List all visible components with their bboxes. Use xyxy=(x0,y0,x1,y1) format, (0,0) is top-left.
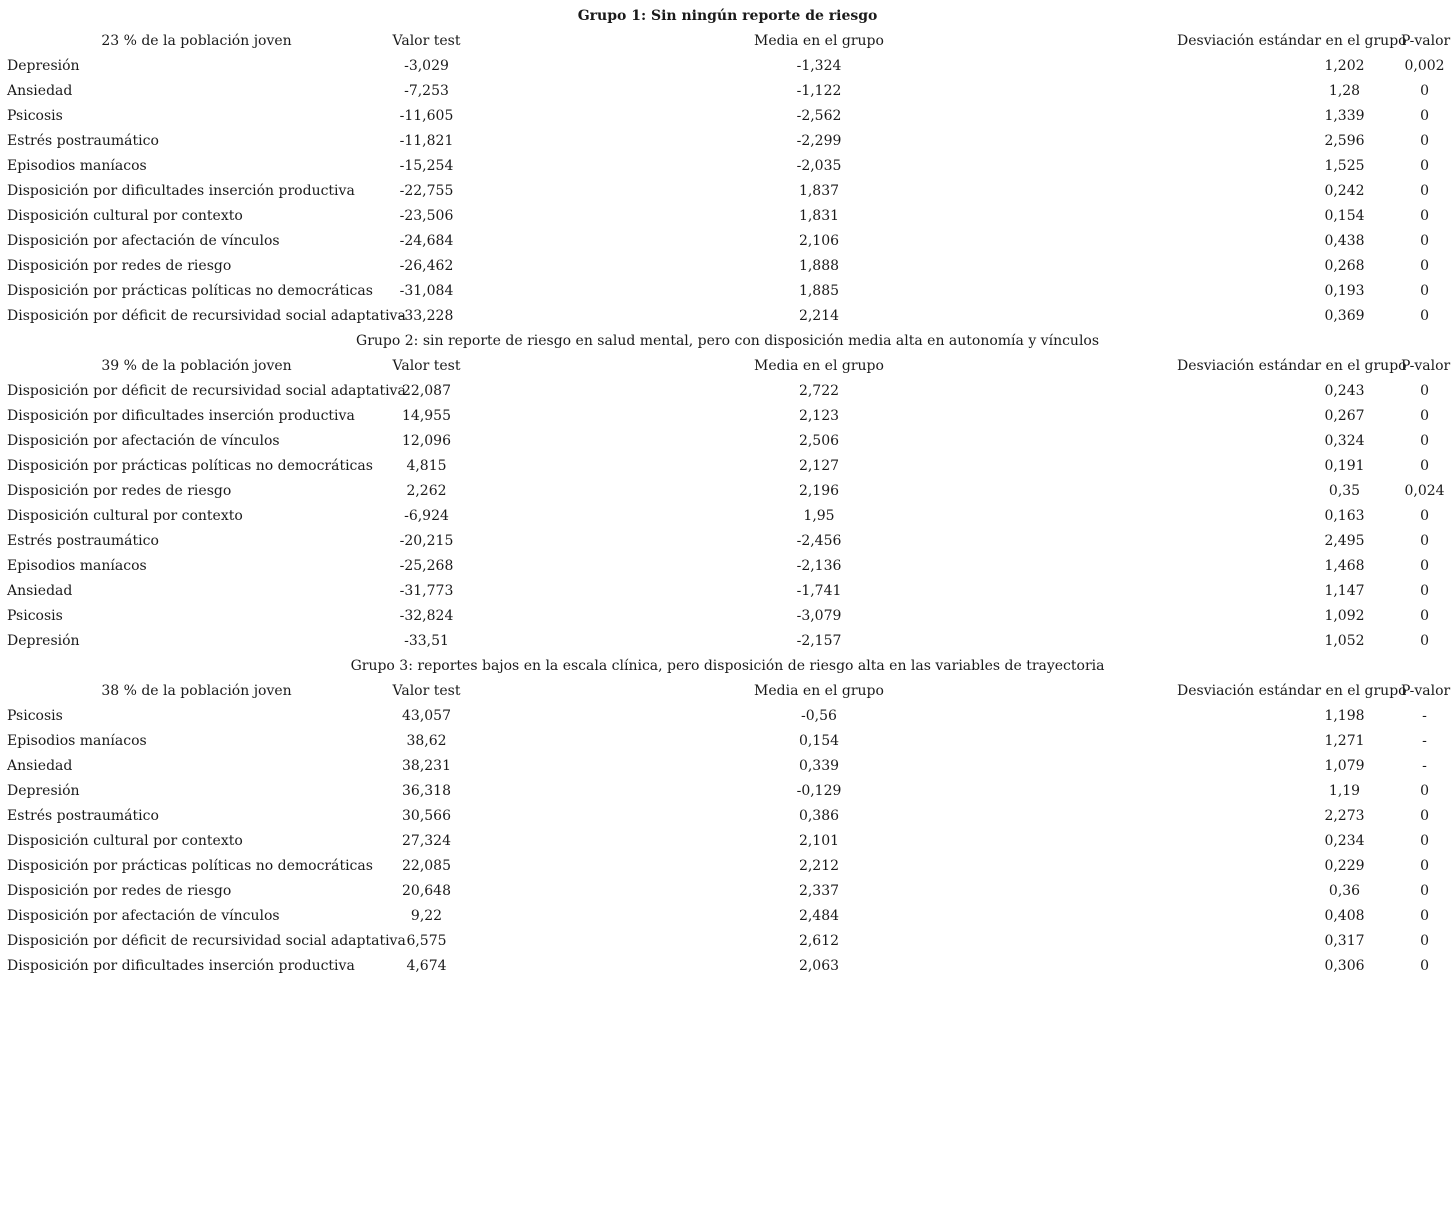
group-header-row xyxy=(4,29,1451,54)
desviacion-cell: 1,202 xyxy=(1324,58,1365,74)
table-row xyxy=(4,954,1451,979)
media-header: Media en el grupo xyxy=(754,33,884,49)
p-valor-cell: - xyxy=(1422,708,1427,724)
variable-name-cell: Psicosis xyxy=(7,108,63,124)
media-cell: -2,035 xyxy=(796,158,842,174)
p-valor-cell: 0,002 xyxy=(1404,58,1445,74)
variable-name-cell: Disposición por afectación de vínculos xyxy=(7,908,280,924)
variable-name-cell: Psicosis xyxy=(7,608,63,624)
p-valor-header: P-valor xyxy=(1401,358,1451,374)
p-valor-cell: 0 xyxy=(1420,858,1429,874)
table-row xyxy=(4,929,1451,954)
p-valor-cell: 0 xyxy=(1420,433,1429,449)
variable-name-cell: Episodios maníacos xyxy=(7,558,147,574)
table-row xyxy=(4,54,1451,79)
p-valor-cell: - xyxy=(1422,758,1427,774)
table-row xyxy=(4,529,1451,554)
variable-name-cell: Disposición cultural por contexto xyxy=(7,508,243,524)
desviacion-cell: 0,438 xyxy=(1324,233,1365,249)
desviacion-cell: 1,147 xyxy=(1324,583,1365,599)
table-row xyxy=(4,629,1451,654)
variable-name-cell: Depresión xyxy=(7,58,80,74)
desviacion-cell: 0,317 xyxy=(1324,933,1365,949)
table-row xyxy=(4,279,1451,304)
desviacion-cell: 2,596 xyxy=(1324,133,1365,149)
table-row xyxy=(4,204,1451,229)
media-cell: 0,386 xyxy=(798,808,840,824)
media-cell: 2,063 xyxy=(798,958,840,974)
valor-test-cell: 12,096 xyxy=(402,433,451,449)
p-valor-cell: - xyxy=(1422,733,1427,749)
desviacion-cell: 0,267 xyxy=(1324,408,1365,424)
media-cell: -0,129 xyxy=(796,783,842,799)
variable-name-cell: Disposición por prácticas políticas no democráticas xyxy=(7,283,373,299)
variable-name-cell: Disposición por prácticas políticas no democráticas xyxy=(7,458,373,474)
table-row xyxy=(4,179,1451,204)
variable-name-cell: Disposición por redes de riesgo xyxy=(7,258,232,274)
media-cell: -1,324 xyxy=(796,58,842,74)
variable-name-cell: Disposición cultural por contexto xyxy=(7,833,243,849)
valor-test-cell: -11,605 xyxy=(399,108,454,124)
table-row xyxy=(4,829,1451,854)
table-row xyxy=(4,479,1451,504)
table-row xyxy=(4,754,1451,779)
valor-test-header: Valor test xyxy=(392,358,461,374)
variable-name-cell: Disposición por déficit de recursividad social adaptativa xyxy=(7,308,406,324)
variable-name-cell: Estrés postraumático xyxy=(7,808,159,824)
p-valor-cell: 0 xyxy=(1420,283,1429,299)
valor-test-cell: -20,215 xyxy=(399,533,454,549)
desviacion-cell: 1,079 xyxy=(1324,758,1365,774)
table-row xyxy=(4,779,1451,804)
valor-test-cell: 14,955 xyxy=(402,408,451,424)
variable-name-cell: Disposición por redes de riesgo xyxy=(7,883,232,899)
desviacion-cell: 0,154 xyxy=(1324,208,1365,224)
desviacion-cell: 0,243 xyxy=(1324,383,1365,399)
valor-test-cell: 22,085 xyxy=(402,858,451,874)
desviacion-header: Desviación estándar en el grupo xyxy=(1177,683,1407,699)
valor-test-cell: 30,566 xyxy=(402,808,451,824)
table-row xyxy=(4,854,1451,879)
table-row xyxy=(4,379,1451,404)
valor-test-cell: -7,253 xyxy=(404,83,449,99)
media-cell: 2,127 xyxy=(798,458,840,474)
variable-name-cell: Disposición por afectación de vínculos xyxy=(7,233,280,249)
desviacion-cell: 1,052 xyxy=(1324,633,1365,649)
p-valor-cell: 0 xyxy=(1420,133,1429,149)
variable-name-cell: Disposición por prácticas políticas no democráticas xyxy=(7,858,373,874)
table-row xyxy=(4,79,1451,104)
table-row xyxy=(4,129,1451,154)
variable-name-cell: Disposición cultural por contexto xyxy=(7,208,243,224)
p-valor-cell: 0 xyxy=(1420,558,1429,574)
table-row xyxy=(4,729,1451,754)
p-valor-cell: 0 xyxy=(1420,608,1429,624)
p-valor-cell: 0 xyxy=(1420,533,1429,549)
variable-name-cell: Ansiedad xyxy=(7,758,73,774)
p-valor-cell: 0 xyxy=(1420,808,1429,824)
media-cell: 2,506 xyxy=(798,433,840,449)
valor-test-cell: 43,057 xyxy=(402,708,451,724)
p-valor-cell: 0 xyxy=(1420,408,1429,424)
table-row xyxy=(4,454,1451,479)
valor-test-cell: -6,924 xyxy=(404,508,449,524)
media-cell: -2,136 xyxy=(796,558,842,574)
media-cell: 2,212 xyxy=(798,858,840,874)
valor-test-cell: 2,262 xyxy=(406,483,447,499)
valor-test-cell: -22,755 xyxy=(399,183,454,199)
variable-name-cell: Disposición por afectación de vínculos xyxy=(7,433,280,449)
results-table xyxy=(4,4,1451,979)
valor-test-cell: -33,51 xyxy=(404,633,449,649)
p-valor-header: P-valor xyxy=(1401,683,1451,699)
desviacion-cell: 0,191 xyxy=(1324,458,1365,474)
p-valor-header: P-valor xyxy=(1401,33,1451,49)
media-cell: -0,56 xyxy=(801,708,837,724)
desviacion-cell: 1,092 xyxy=(1324,608,1365,624)
media-cell: 2,123 xyxy=(798,408,840,424)
p-valor-cell: 0 xyxy=(1420,783,1429,799)
desviacion-cell: 0,242 xyxy=(1324,183,1365,199)
table-row xyxy=(4,879,1451,904)
desviacion-cell: 0,408 xyxy=(1324,908,1365,924)
media-cell: -2,299 xyxy=(796,133,842,149)
valor-test-cell: 36,318 xyxy=(402,783,451,799)
media-cell: -2,562 xyxy=(796,108,842,124)
desviacion-cell: 0,268 xyxy=(1324,258,1365,274)
p-valor-cell: 0 xyxy=(1420,883,1429,899)
table-row xyxy=(4,554,1451,579)
valor-test-cell: -11,821 xyxy=(399,133,454,149)
media-cell: 0,154 xyxy=(798,733,840,749)
group-title-row xyxy=(4,4,1451,29)
desviacion-cell: 0,229 xyxy=(1324,858,1365,874)
valor-test-cell: 27,324 xyxy=(402,833,451,849)
valor-test-cell: 4,674 xyxy=(406,958,447,974)
media-cell: 2,484 xyxy=(798,908,840,924)
valor-test-cell: -24,684 xyxy=(399,233,454,249)
group-title: Grupo 2: sin reporte de riesgo en salud mental, pero con disposición media alta en autonomía y vínculos xyxy=(356,333,1100,349)
valor-test-cell: -15,254 xyxy=(399,158,454,174)
desviacion-cell: 0,369 xyxy=(1324,308,1365,324)
desviacion-cell: 2,495 xyxy=(1324,533,1365,549)
table-row xyxy=(4,904,1451,929)
desviacion-header: Desviación estándar en el grupo xyxy=(1177,358,1407,374)
media-cell: -2,157 xyxy=(796,633,842,649)
p-valor-cell: 0 xyxy=(1420,233,1429,249)
p-valor-cell: 0 xyxy=(1420,458,1429,474)
variable-name-cell: Depresión xyxy=(7,783,80,799)
table-row xyxy=(4,704,1451,729)
p-valor-cell: 0 xyxy=(1420,308,1429,324)
table-row xyxy=(4,104,1451,129)
p-valor-cell: 0 xyxy=(1420,933,1429,949)
media-cell: 2,106 xyxy=(798,233,840,249)
variable-name-cell: Psicosis xyxy=(7,708,63,724)
variable-name-cell: Ansiedad xyxy=(7,83,73,99)
valor-test-header: Valor test xyxy=(392,683,461,699)
p-valor-cell: 0 xyxy=(1420,158,1429,174)
desviacion-cell: 1,19 xyxy=(1328,783,1361,799)
desviacion-cell: 1,525 xyxy=(1324,158,1365,174)
desviacion-cell: 0,306 xyxy=(1324,958,1365,974)
p-valor-cell: 0 xyxy=(1420,83,1429,99)
group-title-row xyxy=(4,654,1451,679)
variable-name-cell: Episodios maníacos xyxy=(7,158,147,174)
media-cell: 1,95 xyxy=(803,508,835,524)
variable-name-cell: Disposición por dificultades inserción productiva xyxy=(7,408,355,424)
valor-test-cell: 38,62 xyxy=(406,733,447,749)
p-valor-cell: 0 xyxy=(1420,833,1429,849)
p-valor-cell: 0 xyxy=(1420,183,1429,199)
media-cell: -3,079 xyxy=(796,608,842,624)
valor-test-cell: -25,268 xyxy=(399,558,454,574)
valor-test-cell: -31,084 xyxy=(399,283,454,299)
table-row xyxy=(4,304,1451,329)
variable-name-cell: Disposición por dificultades inserción productiva xyxy=(7,183,355,199)
media-cell: 1,888 xyxy=(798,258,840,274)
desviacion-cell: 1,468 xyxy=(1324,558,1365,574)
media-cell: 0,339 xyxy=(798,758,840,774)
media-cell: -1,122 xyxy=(796,83,842,99)
valor-test-cell: -23,506 xyxy=(399,208,454,224)
media-cell: -1,741 xyxy=(796,583,842,599)
table-row xyxy=(4,579,1451,604)
desviacion-cell: 0,234 xyxy=(1324,833,1365,849)
table-row xyxy=(4,804,1451,829)
desviacion-cell: 0,193 xyxy=(1324,283,1365,299)
group-header-row xyxy=(4,679,1451,704)
group-title: Grupo 3: reportes bajos en la escala clínica, pero disposición de riesgo alta en las variables de trayectoria xyxy=(350,658,1105,674)
desviacion-cell: 0,35 xyxy=(1328,483,1361,499)
media-header: Media en el grupo xyxy=(754,358,884,374)
desviacion-cell: 1,271 xyxy=(1324,733,1365,749)
media-cell: 2,612 xyxy=(798,933,840,949)
valor-test-cell: -31,773 xyxy=(399,583,454,599)
variable-name-cell: Disposición por déficit de recursividad social adaptativa xyxy=(7,933,406,949)
p-valor-cell: 0 xyxy=(1420,633,1429,649)
valor-test-cell: 4,815 xyxy=(406,458,447,474)
media-header: Media en el grupo xyxy=(754,683,884,699)
media-cell: 1,885 xyxy=(798,283,840,299)
p-valor-cell: 0 xyxy=(1420,958,1429,974)
p-valor-cell: 0 xyxy=(1420,383,1429,399)
table-row xyxy=(4,429,1451,454)
valor-test-cell: 38,231 xyxy=(402,758,451,774)
valor-test-cell: -33,228 xyxy=(399,308,454,324)
desviacion-cell: 1,339 xyxy=(1324,108,1365,124)
table-row xyxy=(4,254,1451,279)
variable-name-cell: Depresión xyxy=(7,633,80,649)
valor-test-cell: 6,575 xyxy=(406,933,447,949)
desviacion-cell: 0,163 xyxy=(1324,508,1365,524)
valor-test-cell: -3,029 xyxy=(404,58,449,74)
variable-name-cell: Estrés postraumático xyxy=(7,533,159,549)
group-header-row xyxy=(4,354,1451,379)
table-row xyxy=(4,404,1451,429)
media-cell: 2,722 xyxy=(798,383,840,399)
group-title-row xyxy=(4,329,1451,354)
p-valor-cell: 0 xyxy=(1420,508,1429,524)
table-row xyxy=(4,604,1451,629)
valor-test-cell: 22,087 xyxy=(402,383,451,399)
table-row xyxy=(4,154,1451,179)
results-table-body xyxy=(4,4,1451,979)
media-cell: 2,101 xyxy=(798,833,840,849)
valor-test-cell: 20,648 xyxy=(402,883,451,899)
media-cell: 2,196 xyxy=(798,483,840,499)
variable-name-cell: Disposición por redes de riesgo xyxy=(7,483,232,499)
desviacion-cell: 1,28 xyxy=(1328,83,1361,99)
table-row xyxy=(4,229,1451,254)
population-share-header: 38 % de la población joven xyxy=(101,683,292,699)
desviacion-cell: 1,198 xyxy=(1324,708,1365,724)
variable-name-cell: Disposición por dificultades inserción productiva xyxy=(7,958,355,974)
p-valor-cell: 0 xyxy=(1420,583,1429,599)
valor-test-header: Valor test xyxy=(392,33,461,49)
variable-name-cell: Estrés postraumático xyxy=(7,133,159,149)
media-cell: 1,837 xyxy=(798,183,840,199)
valor-test-cell: -26,462 xyxy=(399,258,454,274)
media-cell: 1,831 xyxy=(798,208,840,224)
media-cell: 2,214 xyxy=(798,308,840,324)
p-valor-cell: 0,024 xyxy=(1404,483,1445,499)
variable-name-cell: Episodios maníacos xyxy=(7,733,147,749)
desviacion-cell: 0,36 xyxy=(1328,883,1361,899)
population-share-header: 23 % de la población joven xyxy=(101,33,292,49)
population-share-header: 39 % de la población joven xyxy=(101,358,292,374)
valor-test-cell: 9,22 xyxy=(410,908,443,924)
desviacion-header: Desviación estándar en el grupo xyxy=(1177,33,1407,49)
variable-name-cell: Ansiedad xyxy=(7,583,73,599)
variable-name-cell: Disposición por déficit de recursividad social adaptativa xyxy=(7,383,406,399)
desviacion-cell: 2,273 xyxy=(1324,808,1365,824)
p-valor-cell: 0 xyxy=(1420,208,1429,224)
media-cell: 2,337 xyxy=(798,883,840,899)
p-valor-cell: 0 xyxy=(1420,908,1429,924)
p-valor-cell: 0 xyxy=(1420,108,1429,124)
table-row xyxy=(4,504,1451,529)
group-title: Grupo 1: Sin ningún reporte de riesgo xyxy=(577,8,878,24)
media-cell: -2,456 xyxy=(796,533,842,549)
valor-test-cell: -32,824 xyxy=(399,608,454,624)
p-valor-cell: 0 xyxy=(1420,258,1429,274)
desviacion-cell: 0,324 xyxy=(1324,433,1365,449)
